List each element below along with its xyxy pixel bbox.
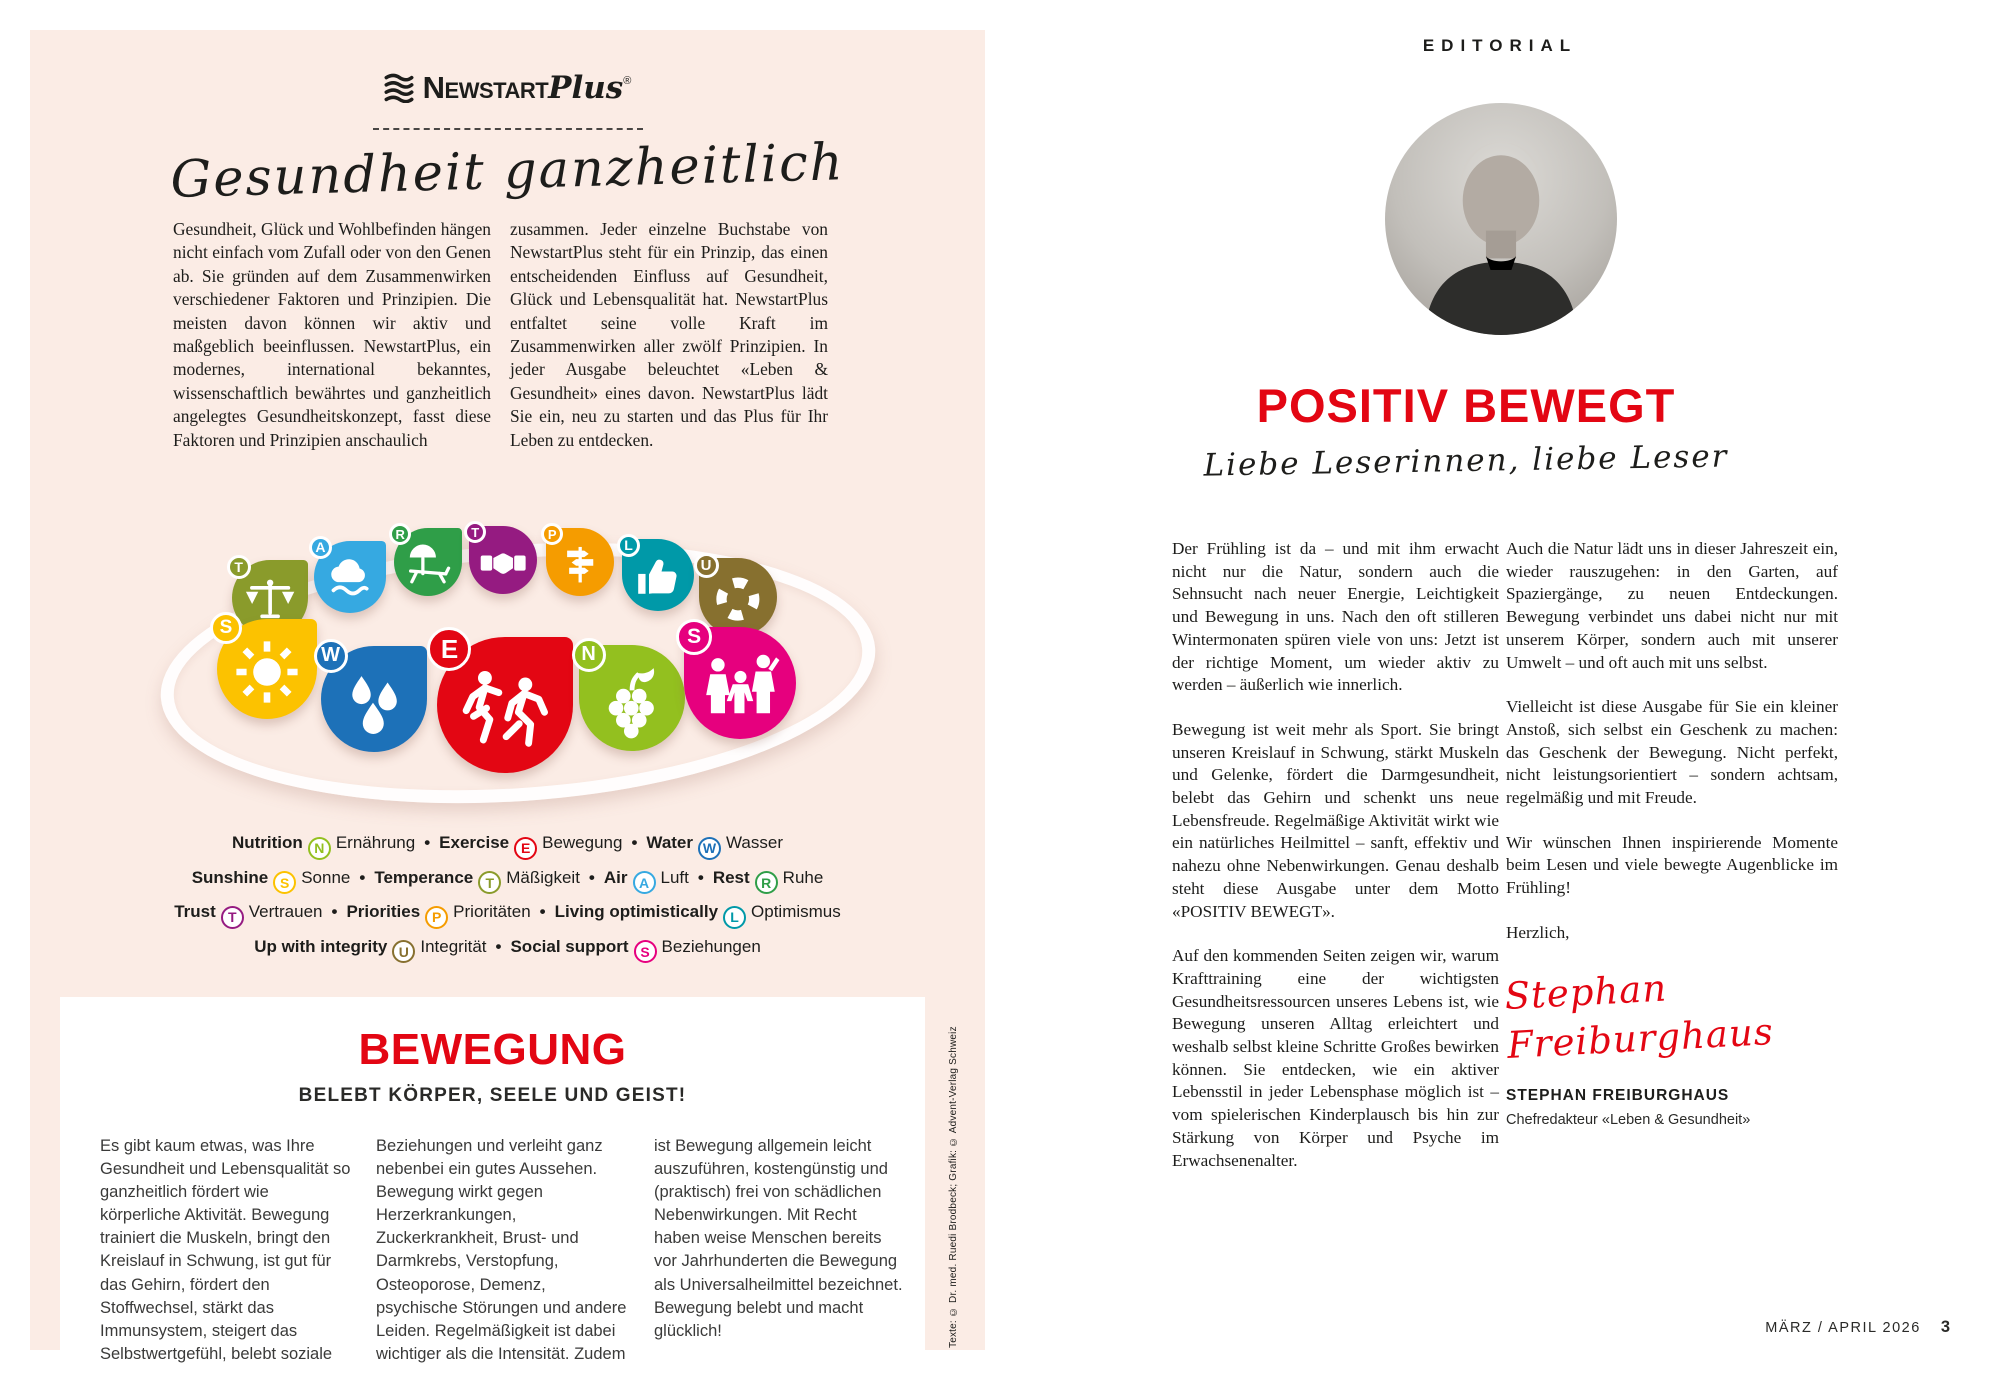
legend-separator: •	[697, 867, 704, 887]
legend-separator: •	[631, 833, 638, 852]
bewegung-column-2: Beziehungen und verleiht ganz nebenbei ein gutes Aussehen. Bewegung wirkt gegen Herzerkrankungen, Zuckerkrankheit, Brust- und Darmkrebs, Verstopfung, Osteoporose, Demenz, psychische Störungen und andere Leiden. Regelmäßigkeit ist dabei wichtiger als die Intensität. Zudem	[376, 1137, 627, 1363]
issue-date: MÄRZ / APRIL 2026	[1765, 1320, 1921, 1336]
principle-nutrition-shield	[579, 645, 685, 751]
logo-text	[423, 72, 632, 104]
principle-name-de: Sonne	[301, 867, 351, 887]
principle-name-en: Priorities	[346, 902, 421, 921]
principle-name-en: Nutrition	[231, 833, 303, 852]
sun-icon	[230, 636, 304, 708]
registered-mark: ®	[623, 75, 632, 87]
principle-name-en: Trust	[174, 902, 216, 921]
editorial-paragraph: Der Frühling ist da – und mit ihm erwacht nicht nur die Natur, sondern auch die Sehnsucht nach neuer Energie, Leichtigkeit und Bewegung in uns. Nach den oft stilleren Wintermonaten spüren viele von uns: Jetzt ist der richtige Moment, um wieder aktiv zu werden – äußerlich wie innerlich.	[1172, 539, 1499, 695]
editorial-salutation: Liebe Leserinnen, liebe Leser	[1203, 438, 1729, 484]
principle-letter-badge: L	[723, 906, 746, 929]
editorial-paragraph: Auch die Natur lädt uns in dieser Jahreszeit ein, wieder rauszugehen: in den Garten, auf Spaziergänge, zu neuen Entdeckungen. Bewegung verbindet uns dabei nicht nur mit unserem Körper, sondern auch mit unserer Umwelt – und oft auch mit uns selbst.	[1506, 539, 1838, 672]
principle-name-de: Vertrauen	[248, 902, 323, 921]
signpost-icon	[555, 540, 605, 589]
principle-letter-badge: S	[676, 619, 712, 655]
page-number: 3	[1940, 1318, 1950, 1336]
handshake-icon	[478, 538, 528, 587]
principle-letter-badge: U	[392, 940, 415, 963]
principle-letter-badge: P	[425, 906, 448, 929]
waves-logo-icon	[384, 73, 414, 103]
principle-name-de: Beziehungen	[661, 936, 761, 956]
principle-letter-badge: T	[464, 521, 486, 543]
editorial-column-1	[1172, 538, 1499, 1194]
editorial-paragraph: Vielleicht ist diese Ausgabe für Sie ein kleiner Anstoß, sich selbst ein Geschenk zu machen: das Geschenk der Bewegung. Nicht perfekt, nicht leistungsorientiert – sondern achtsam, regelmäßig und mit Freude.	[1506, 697, 1838, 808]
intro-column-2: zusammen. Jeder einzelne Buchstabe von NewstartPlus steht für ein Prinzip, das einen entscheidenden Einfluss auf Gesundheit, Glück und Lebensqualität hat. NewstartPlus entfaltet seine volle Kraft im Zusammenwirken aller zwölf Prinzipien. In jeder Ausgabe beleuchtet «Leben & Gesundheit» eines davon. NewstartPlus lädt Sie ein, neu zu starten und das Plus für Ihr Leben zu entdecken.	[510, 219, 828, 450]
principle-name-de: Ernährung	[335, 833, 416, 852]
principle-letter-badge: L	[617, 534, 640, 557]
thumbs-up-icon	[631, 551, 684, 603]
principle-air-shield	[314, 541, 386, 613]
editorial-paragraph: Bewegung ist weit mehr als Sport. Sie bringt unseren Kreislauf in Schwung, stärkt Muskeln und Gelenke, fördert die Darmgesundheit, belebt das Gehirn und schenkt uns neue Lebensfreude. Regelmäßige Aktivität wirkt wie ein natürliches Heilmittel – sanft, effektiv und nahezu ohne Nebenwirkungen. Genau deshalb steht diese Ausgabe unter dem Motto «POSITIV BEWEGT».	[1172, 719, 1499, 921]
principle-living-shield	[622, 539, 694, 611]
family-icon	[699, 646, 782, 727]
bewegung-card	[60, 997, 925, 1363]
principle-priorities-shield	[546, 528, 614, 596]
legend-separator: •	[495, 936, 502, 956]
principle-letter-badge: A	[633, 871, 656, 894]
principle-name-en: Water	[646, 833, 694, 852]
legend-row	[30, 830, 985, 860]
beach-rest-icon	[403, 540, 453, 589]
signer-name: STEPHAN FREIBURGHAUS	[1506, 1087, 1730, 1105]
principle-name-de: Optimismus	[751, 902, 841, 921]
intro-column-1: Gesundheit, Glück und Wohlbefinden hängen nicht einfach vom Zufall oder von den Genen ab. Sie gründen auf dem Zusammenwirken verschiedener Faktoren und Prinzipien. Die meisten davon können wir aktiv und maßgeblich beeinflussen. NewstartPlus, ein modernes, international bekanntes, wissenschaftlich bewährtes und ganzheitlich angelegtes Gesundheitskonzept, fasst diese Faktoren und Prinzipien anschaulich	[173, 219, 491, 450]
principle-letter-badge: N	[572, 638, 606, 672]
principle-sunshine-shield	[217, 619, 317, 719]
principle-up-shield	[699, 558, 777, 636]
principle-name-de: Mäßigkeit	[506, 867, 580, 887]
legend-separator: •	[424, 833, 431, 852]
principle-letter-badge: E	[514, 837, 537, 860]
left-page	[30, 30, 985, 1363]
page-footer	[1500, 1318, 1950, 1337]
principle-name-de: Wasser	[726, 833, 784, 852]
principle-name-de: Prioritäten	[453, 902, 531, 921]
editorial-paragraph: Auf den kommenden Seiten zeigen wir, warum Krafttraining eine der wichtigsten Gesundheitsressourcen unseres Lebens ist, wie Bewegung unseren Alltag erleichtert und weshalb selbst kleine Schritte Großes bewirken können. Sie entdecken, wie ein aktiver Lebensstil in jeder Lebensphase möglich ist – vom spielerischen Kinderplausch bis hin zur Stärkung von Körper und Psyche im Erwachsenenalter.	[1172, 946, 1499, 1170]
principle-letter-badge: T	[221, 906, 244, 929]
water-drops-icon	[335, 664, 413, 740]
editorial-column-2-paragraphs	[1506, 538, 1838, 900]
principle-letter-badge: P	[541, 523, 563, 545]
principle-name-de: Luft	[660, 867, 689, 887]
portrait-silhouette	[1385, 103, 1617, 335]
principle-letter-badge: S	[634, 940, 657, 963]
principle-name-de: Ruhe	[782, 867, 824, 887]
newstart-logo	[30, 72, 985, 104]
principle-water-shield	[321, 646, 427, 752]
bewegung-column-3: ist Bewegung allgemein leicht auszuführen, kostengünstig und (praktisch) frei von schädlichen Nebenwirkungen. Mit Recht haben weise Menschen bereits vor Jahrhunderten die Bewegung als Universalheilmittel bezeichnet. Bewegung belebt und macht glücklich!	[654, 1137, 903, 1340]
principle-name-en: Up with integrity	[254, 936, 388, 956]
principle-name-de: Bewegung	[542, 833, 623, 852]
signature-script: Stephan Freiburghaus	[1503, 966, 1775, 1067]
principle-letter-badge: U	[694, 553, 719, 578]
life-ring-icon	[709, 571, 767, 627]
principle-exercise-shield	[437, 633, 573, 773]
closing-word: Herzlich,	[1506, 922, 1570, 942]
dashed-divider	[373, 128, 643, 130]
principle-letter-badge: R	[389, 523, 411, 545]
newstart-legend	[30, 830, 985, 968]
principle-letter-badge: A	[309, 536, 332, 559]
principle-name-en: Exercise	[439, 833, 510, 852]
editor-portrait-photo	[1385, 103, 1617, 335]
grapes-icon	[593, 663, 671, 739]
principle-social-shield	[684, 627, 796, 739]
legend-row	[30, 865, 985, 895]
signer-role: Chefredakteur «Leben & Gesundheit»	[1506, 1111, 1751, 1128]
legend-separator: •	[539, 902, 546, 921]
principle-letter-badge: T	[478, 871, 501, 894]
principle-name-en: Rest	[712, 867, 750, 887]
principle-letter-badge: W	[314, 639, 348, 673]
principle-name-en: Temperance	[374, 867, 474, 887]
principle-letter-badge: E	[427, 627, 471, 671]
principle-letter-badge: T	[227, 555, 251, 579]
logo-brand-bold: Newstart	[422, 70, 549, 105]
bewegung-title: BEWEGUNG	[358, 1025, 627, 1074]
editorial-column-2	[1503, 538, 1838, 1130]
legend-row	[30, 934, 985, 964]
legend-separator: •	[588, 867, 595, 887]
credits-vertical: Texte: © Dr. med. Ruedi Brodbeck; Grafik: © Advent-Verlag Schweiz	[948, 1026, 959, 1348]
principle-letter-badge: S	[210, 612, 242, 644]
runners-icon	[455, 660, 556, 758]
principle-letter-badge: S	[273, 871, 296, 894]
principle-name-en: Living optimistically	[554, 902, 719, 921]
legend-row	[30, 899, 985, 929]
logo-brand-italic: Plus	[548, 70, 624, 106]
bewegung-subtitle: BELEBT KÖRPER, SEELE UND GEIST!	[298, 1085, 687, 1106]
cloud-wind-icon	[323, 553, 376, 605]
legend-separator: •	[331, 902, 338, 921]
principle-name-de: Integrität	[420, 936, 487, 956]
left-page-headline: Gesundheit ganzheitlich	[169, 133, 846, 210]
legend-separator: •	[359, 867, 366, 887]
principle-letter-badge: W	[698, 837, 721, 860]
editorial-headline: POSITIV BEWEGT	[1256, 379, 1676, 432]
principle-letter-badge: N	[308, 837, 331, 860]
principle-letter-badge: R	[755, 871, 778, 894]
principle-trust-shield	[469, 526, 537, 594]
principle-name-en: Air	[603, 867, 628, 887]
principle-name-en: Social support	[510, 936, 629, 956]
editorial-paragraph: Wir wünschen Ihnen inspirierende Momente beim Lesen und viele bewegte Augenblicke im Frühling!	[1506, 832, 1838, 898]
principle-rest-shield	[394, 528, 462, 596]
principle-name-en: Sunshine	[191, 867, 269, 887]
editorial-kicker: EDITORIAL	[1422, 36, 1578, 55]
bewegung-column-1: Es gibt kaum etwas, was Ihre Gesundheit und Lebensqualität so ganzheitlich fördert wie körperliche Aktivität. Bewegung trainiert die Muskeln, bringt den Kreislauf in Schwung, ist gut für das Gehirn, fördert den Stoffwechsel, stärkt das Immunsystem, steigert das Selbstwertgefühl, belebt soziale	[100, 1137, 351, 1363]
